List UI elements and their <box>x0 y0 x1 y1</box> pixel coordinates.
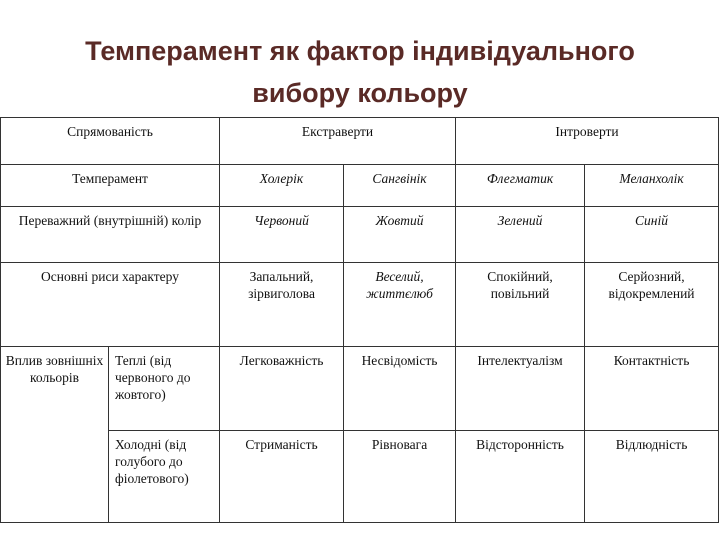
cold-row <box>1 431 719 523</box>
extraverts-header: Екстраверти <box>220 118 456 165</box>
warm-cell: Несвідомість <box>344 347 456 431</box>
warm-cell: Контактність <box>585 347 719 431</box>
cold-cell: Відлюдність <box>585 431 719 523</box>
warm-cell: Інтелектуалізм <box>456 347 585 431</box>
temperament-cell: Меланхолік <box>585 165 719 207</box>
temperament-cell: Сангвінік <box>344 165 456 207</box>
warm-label: Теплі (від червоного до жовтого) <box>109 347 220 431</box>
slide-title-line-2: вибору кольору <box>252 78 468 108</box>
traits-cell: Веселий, життєлюб <box>344 263 456 347</box>
traits-row <box>1 263 719 347</box>
slide-title-line-1: Темперамент як фактор індивідуального <box>85 36 635 66</box>
cold-cell: Відсторонність <box>456 431 585 523</box>
header-row <box>1 118 719 165</box>
traits-cell: Запальний, зірвиголова <box>220 263 344 347</box>
warm-cell: Легковажність <box>220 347 344 431</box>
color-label: Переважний (внутрішній) колір <box>1 207 220 263</box>
traits-cell: Спокійний, повільний <box>456 263 585 347</box>
slide-title <box>0 30 720 114</box>
temperament-color-table <box>0 117 719 523</box>
color-cell: Синій <box>585 207 719 263</box>
color-cell: Жовтий <box>344 207 456 263</box>
introverts-header: Інтроверти <box>456 118 719 165</box>
traits-label: Основні риси характеру <box>1 263 220 347</box>
warm-row <box>1 347 719 431</box>
cold-cell: Рівновага <box>344 431 456 523</box>
traits-cell: Серйозний, відокремлений <box>585 263 719 347</box>
color-cell: Зелений <box>456 207 585 263</box>
temperament-cell: Флегматик <box>456 165 585 207</box>
temperament-label: Темперамент <box>1 165 220 207</box>
color-cell: Червоний <box>220 207 344 263</box>
direction-header: Спрямованість <box>1 118 220 165</box>
cold-cell: Стриманість <box>220 431 344 523</box>
color-row <box>1 207 719 263</box>
cold-label: Холодні (від голубого до фіолетового) <box>109 431 220 523</box>
temperament-cell: Холерік <box>220 165 344 207</box>
influence-label: Вплив зовнішніх кольорів <box>1 347 109 523</box>
temperament-row <box>1 165 719 207</box>
